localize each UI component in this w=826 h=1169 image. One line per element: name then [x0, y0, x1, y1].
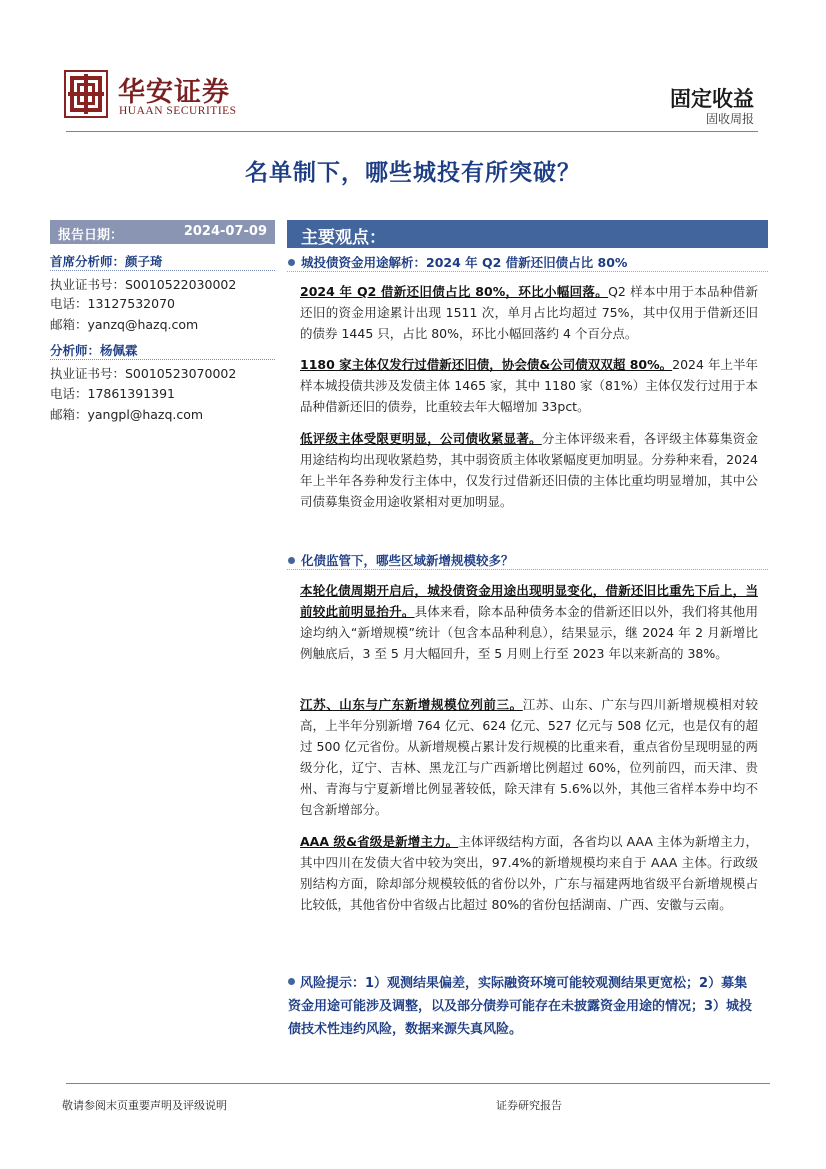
company-logo	[64, 70, 254, 122]
sidebar-divider	[50, 359, 275, 360]
paragraph	[300, 428, 758, 512]
paragraph	[300, 831, 758, 915]
bullet-icon	[288, 557, 295, 564]
analyst-name: 分析师：杨佩霖	[50, 343, 138, 358]
report-category: 固定收益	[670, 87, 754, 111]
logo-emblem-icon	[64, 70, 108, 118]
report-date-bar	[50, 220, 275, 244]
footer-report-type: 证券研究报告	[496, 1099, 562, 1112]
bullet-icon	[288, 259, 295, 266]
analyst-phone: 电话：17861391391	[50, 386, 175, 401]
paragraph-lead: AAA 级&省级是新增主力。	[300, 834, 459, 849]
logo-text-en: HUAAN SECURITIES	[119, 105, 237, 117]
paragraph-lead: 2024 年 Q2 借新还旧债占比 80%，环比小幅回落。	[300, 284, 609, 299]
risk-warning-text: 风险提示：1）观测结果偏差，实际融资环境可能较观测结果更宽松；2）募集资金用途可能涉及调整，以及部分债券可能存在未披露资金用途的情况；3）城投债技术性违约风险，数据来源失真风险。	[288, 976, 753, 1037]
paragraph-body: 2024 年上半年样本城投债共涉及发债主体 1465 家，其中 1180 家（81%）主体仅发行过用于本品种借新还旧的债券，比重较去年大幅增加 33pct。	[300, 357, 758, 414]
report-date: 2024-07-09	[183, 224, 267, 239]
paragraph-body: 分主体评级来看，各评级主体募集资金用途结构均出现收紧趋势，其中弱资质主体收紧幅度更加明显。分券种来看，2024 年上半年各券种发行主体中，仅发行过借新还旧债的主体比重均明显增加，其中公司债募集资金用途收紧相对更加明显。	[300, 431, 758, 509]
paragraph-body: 主体评级结构方面，各省均以 AAA 主体为新增主力，其中四川在发债大省中较为突出，97.4%的新增规模均来自于 AAA 主体。行政级别结构方面，除却部分规模较低的省份以外，广东与福建两地省级平台新增规模占比较低，其他省份中省级占比超过 80%的省份包括湖南、广西、安徽与云南。	[300, 834, 758, 912]
analyst-email: 邮箱：yangpl@hazq.com	[50, 407, 204, 422]
sidebar-divider	[50, 270, 275, 271]
footer-divider	[66, 1083, 770, 1084]
header-divider	[66, 131, 758, 132]
paragraph-body: 江苏、山东、广东与四川新增规模相对较高，上半年分别新增 764 亿元、624 亿元、527 亿元与 508 亿元，也是仅有的超过 500 亿元省份。从新增规模占累计发行规模的比重来看，重点省份呈现明显的两级分化，辽宁、吉林、黑龙江与广西新增比例超过 60%，位列前四，而天津、贵州、青海与宁夏新增比例显著较低，除天津有 5.6%以外，其他三省样本券中均不包含新增部分。	[300, 697, 758, 817]
paragraph	[300, 580, 758, 664]
main-points-heading: 主要观点：	[301, 228, 386, 248]
analyst-license: 执业证书号：S0010523070002	[50, 366, 237, 381]
section-divider	[287, 569, 768, 570]
section-divider	[287, 271, 768, 272]
paragraph	[300, 694, 758, 820]
paragraph	[300, 354, 758, 417]
analyst-name: 首席分析师：颜子琦	[50, 254, 163, 269]
paragraph-lead: 1180 家主体仅发行过借新还旧债，协会债&公司债双双超 80%。	[300, 357, 673, 372]
analyst-license: 执业证书号：S0010522030002	[50, 277, 237, 292]
bullet-icon	[288, 978, 295, 985]
section-heading-text: 化债监管下，哪些区域新增规模较多？	[301, 553, 514, 568]
analyst-email: 邮箱：yanzq@hazq.com	[50, 317, 199, 332]
risk-warning	[288, 972, 758, 1041]
analyst-phone: 电话：13127532070	[50, 296, 175, 311]
section-heading-text: 城投债资金用途解析：2024 年 Q2 借新还旧债占比 80%	[301, 255, 628, 270]
main-points-bar	[287, 220, 768, 248]
logo-text-cn: 华安证券	[118, 77, 230, 108]
page-title: 名单制下，哪些城投有所突破？	[245, 160, 581, 186]
paragraph-lead: 本轮化债周期开启后，城投债资金用途出现明显变化，借新还旧比重先下后上，当前较此前明显抬升。	[300, 583, 758, 619]
paragraph-body: 具体来看，除本品种债务本金的借新还旧以外，我们将其他用途均纳入“新增规模”统计（包含本品种利息），结果显示，继 2024 年 2 月新增比例触底后，3 至 5 月大幅回升，至 5 月则上行至 2023 年以来新高的 38%。	[300, 604, 758, 661]
report-date-label: 报告日期：	[58, 228, 124, 243]
section-heading	[288, 551, 514, 569]
report-subcategory: 固收周报	[705, 112, 754, 126]
paragraph-lead: 低评级主体受限更明显，公司债收紧显著。	[300, 431, 542, 446]
footer-disclaimer: 敬请参阅末页重要声明及评级说明	[62, 1099, 227, 1112]
paragraph-lead: 江苏、山东与广东新增规模位列前三。	[300, 697, 523, 712]
paragraph	[300, 281, 758, 344]
section-heading	[288, 253, 627, 271]
paragraph-body: Q2 样本中用于本品种借新还旧的资金用途累计出现 1511 次，单月占比均超过 75%，其中仅用于借新还旧的债券 1445 只，占比 80%，环比小幅回落约 4 个百分点。	[300, 284, 758, 341]
